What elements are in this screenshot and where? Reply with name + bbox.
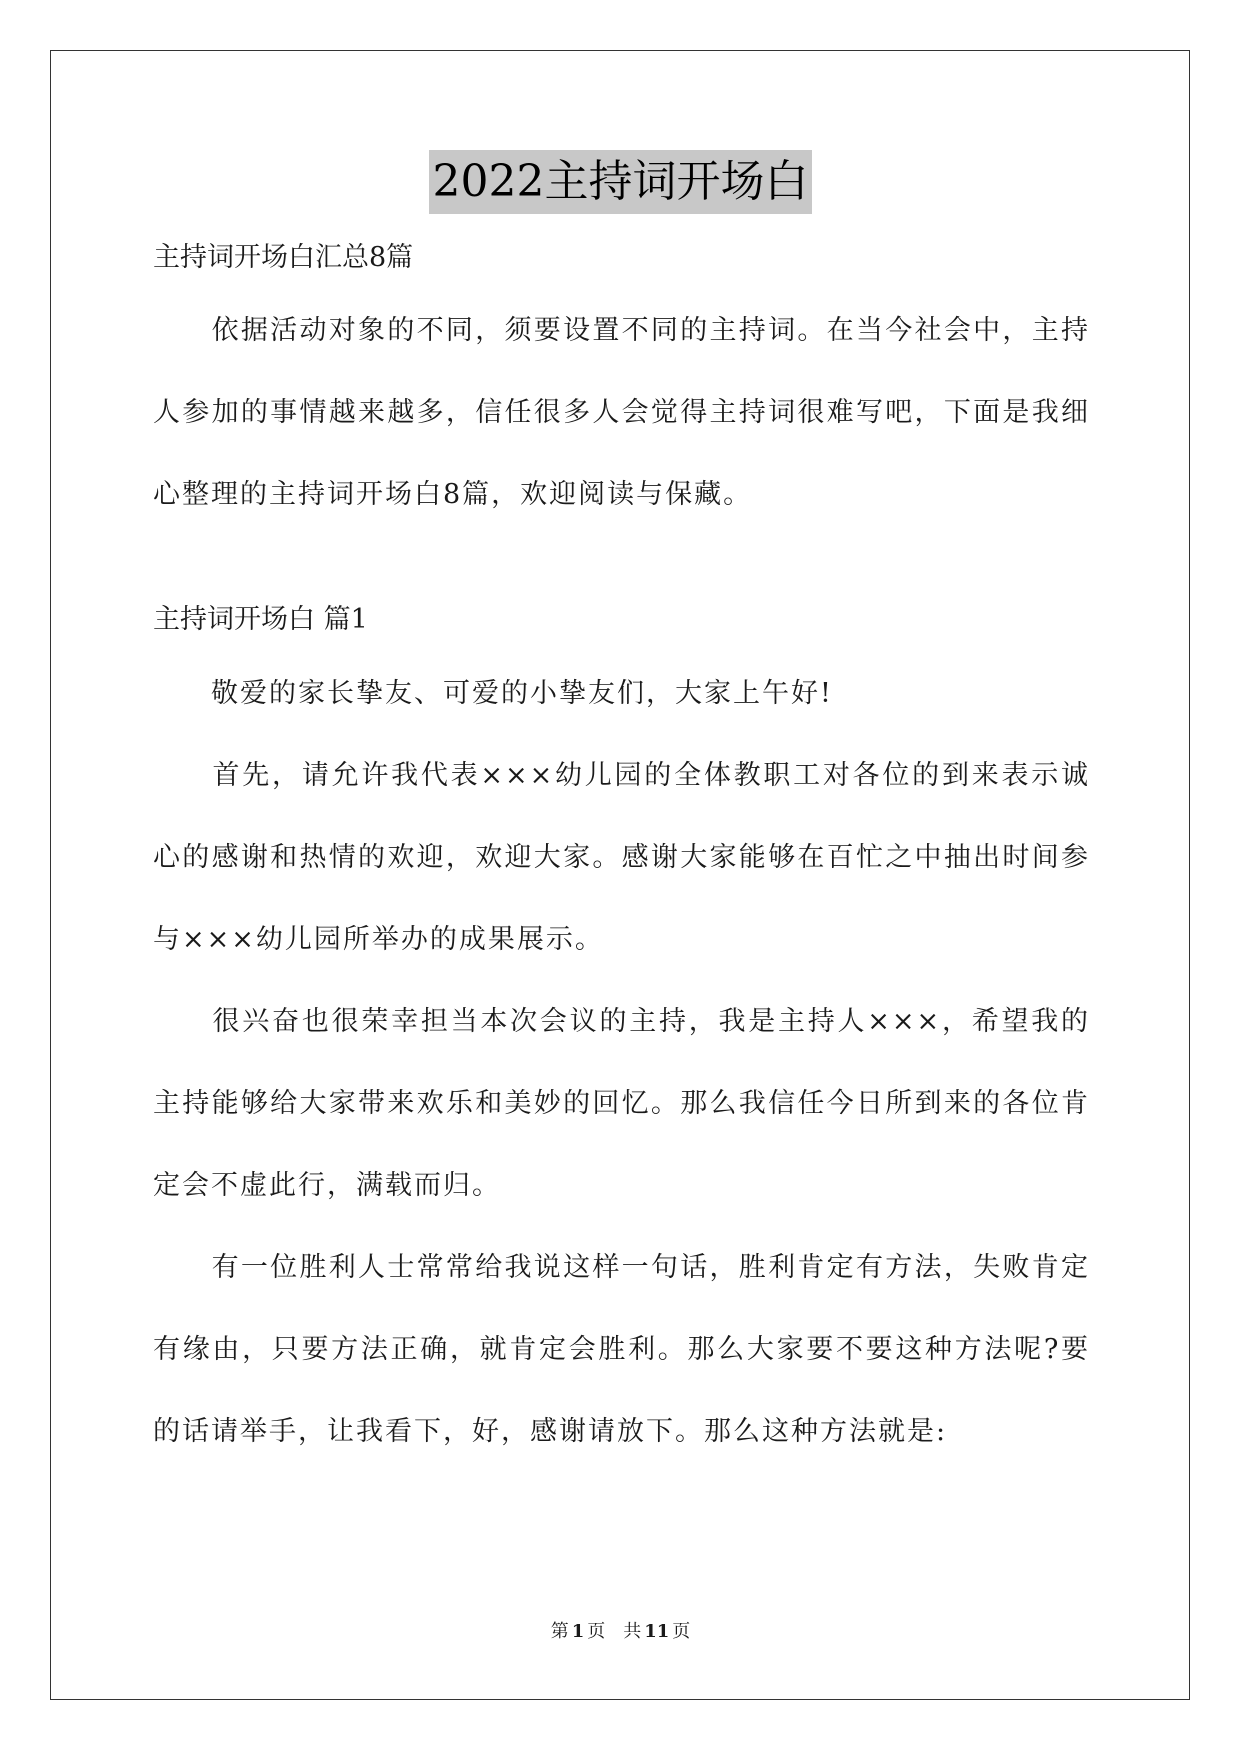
footer-page-number: 1	[571, 1621, 585, 1642]
body-paragraph-3: 很兴奋也很荣幸担当本次会议的主持，我是主持人×××，希望我的主持能够给大家带来欢乐和美妙的回忆。那么我信任今日所到来的各位肯定会不虚此行，满载而归。	[153, 1006, 1090, 1201]
title-container	[0, 150, 1241, 214]
document-title: 2022主持词开场白	[429, 150, 813, 214]
intro-paragraph: 依据活动对象的不同，须要设置不同的主持词。在当今社会中，主持人参加的事情越来越多，信任很多人会觉得主持词很难写吧，下面是我细心整理的主持词开场白8篇，欢迎阅读与保藏。	[153, 315, 1090, 510]
footer-page-suffix: 页	[672, 1621, 691, 1642]
footer-page-prefix: 第	[550, 1621, 569, 1642]
footer-page-total: 11	[644, 1621, 670, 1642]
body-paragraph-2: 首先，请允许我代表×××幼儿园的全体教职工对各位的到来表示诚心的感谢和热情的欢迎，欢迎大家。感谢大家能够在百忙之中抽出时间参与×××幼儿园所举办的成果展示。	[153, 760, 1090, 955]
body-paragraph-4: 有一位胜利人士常常给我说这样一句话，胜利肯定有方法，失败肯定有缘由，只要方法正确，就肯定会胜利。那么大家要不要这种方法呢?要的话请举手，让我看下，好，感谢请放下。那么这种方法就是:	[153, 1252, 1090, 1447]
body-paragraph-1: 敬爱的家长挚友、可爱的小挚友们，大家上午好!	[153, 678, 833, 709]
page-footer	[0, 1620, 1241, 1644]
section-heading: 主持词开场白 篇1	[153, 604, 368, 635]
footer-page-mid: 页 共	[587, 1621, 642, 1642]
document-subtitle: 主持词开场白汇总8篇	[153, 242, 414, 273]
